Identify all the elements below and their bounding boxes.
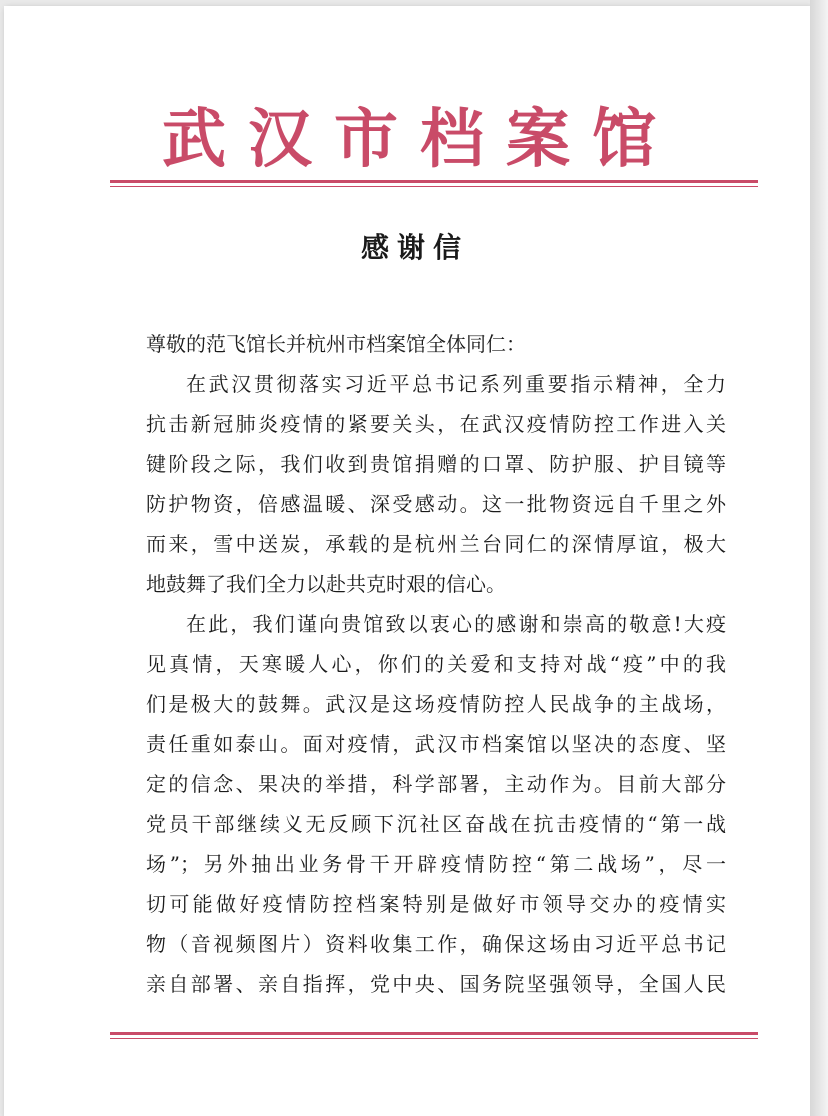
page-edge-shadow [810, 0, 828, 1116]
body-line: 物（音视频图片）资料收集工作，确保这场由习近平总书记 [146, 932, 726, 956]
letter-body [146, 324, 726, 1004]
document-title: 感谢信 [360, 231, 469, 264]
body-line: 抗击新冠肺炎疫情的紧要关头，在武汉疫情防控工作进入关 [146, 412, 726, 436]
letterhead-title: 武汉市档案馆 [162, 102, 678, 177]
footer-rule-thin [110, 1038, 758, 1039]
letterhead-rule-thin [110, 186, 758, 187]
body-line: 们是极大的鼓舞。武汉是这场疫情防控人民战争的主战场， [146, 692, 726, 716]
body-line: 见真情，天寒暖人心，你们的关爱和支持对战“疫”中的我 [146, 652, 726, 676]
body-line: 场”；另外抽出业务骨干开辟疫情防控“第二战场”，尽一 [146, 852, 726, 876]
body-line: 键阶段之际，我们收到贵馆捐赠的口罩、防护服、护目镜等 [146, 452, 726, 476]
letterhead-rule-thick [110, 180, 758, 183]
body-line: 亲自部署、亲自指挥，党中央、国务院坚强领导，全国人民 [146, 972, 726, 996]
body-line: 防护物资，倍感温暖、深受感动。这一批物资远自千里之外 [146, 492, 726, 516]
body-line: 在武汉贯彻落实习近平总书记系列重要指示精神，全力 [186, 372, 726, 396]
body-line: 党员干部继续义无反顾下沉社区奋战在抗击疫情的“第一战 [146, 812, 726, 836]
body-line: 定的信念、果决的举措，科学部署，主动作为。目前大部分 [146, 772, 726, 796]
body-line: 切可能做好疫情防控档案特别是做好市领导交办的疫情实 [146, 892, 726, 916]
body-line: 而来，雪中送炭，承载的是杭州兰台同仁的深情厚谊，极大 [146, 532, 726, 556]
footer-rule-thick [110, 1032, 758, 1035]
salutation: 尊敬的范飞馆长并杭州市档案馆全体同仁： [146, 332, 526, 356]
body-line: 在此，我们谨向贵馆致以衷心的感谢和崇高的敬意!大疫 [186, 612, 726, 636]
body-line: 地鼓舞了我们全力以赴共克时艰的信心。 [146, 572, 506, 596]
body-line: 责任重如泰山。面对疫情，武汉市档案馆以坚决的态度、坚 [146, 732, 726, 756]
